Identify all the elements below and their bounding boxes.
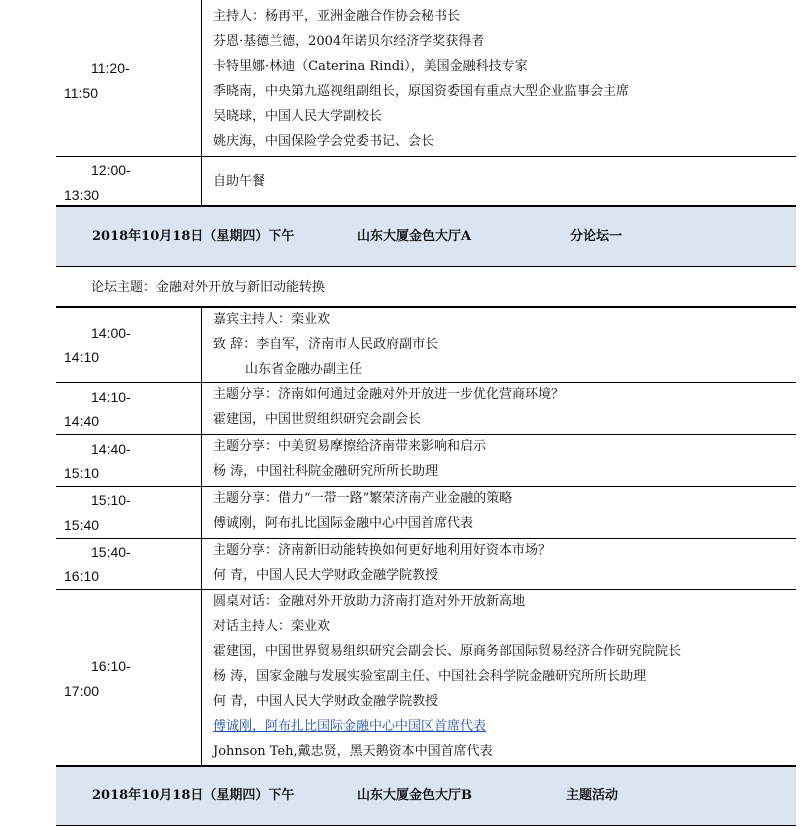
time-end: 11:50 [64,85,98,101]
speaker-line: 致 辞：李自军，济南市人民政府副市长 [213,337,439,352]
speaker-line: Johnson Teh,戴忠贤，黑天鹅资本中国首席代表 [213,744,493,759]
session-title: 分论坛一 [570,229,623,244]
time-end: 17:00 [64,683,100,699]
session-venue: 山东大厦金色大厅B [357,788,472,803]
speaker-line: 芬恩·基德兰德，2004年诺贝尔经济学奖获得者 [213,34,485,49]
speaker-line: 主持人：杨再平，亚洲金融合作协会秘书长 [213,9,461,24]
time-start: 14:10- [91,389,131,405]
column-divider [201,435,202,487]
column-divider [201,308,202,382]
time-start: 14:00- [91,325,131,341]
session-date: 2018年10月18日（星期四）下午 [92,788,295,803]
row-divider [56,266,796,267]
column-divider [201,590,202,766]
row-divider [56,434,796,435]
speaker-line: 主题分享：中美贸易摩擦给济南带来影响和启示 [213,439,487,454]
column-divider [201,156,202,206]
time-end: 15:10 [64,465,100,481]
session-header [56,207,796,266]
speaker-line: 霍建国，中国世贸组织研究会副会长 [213,412,422,427]
session-title: 主题活动 [566,788,619,803]
time-start: 14:40- [91,441,131,457]
column-divider [201,539,202,589]
time-end: 16:10 [64,568,100,584]
speaker-link[interactable]: 傅诚刚，阿布扎比国际金融中心中国区首席代表 [213,719,487,734]
row-divider [56,538,796,539]
time-end: 14:10 [64,349,100,365]
speaker-line: 季晓南，中央第九巡视组副组长，原国资委国有重点大型企业监事会主席 [213,84,630,99]
session-date: 2018年10月18日（星期四）下午 [92,229,295,244]
time-start: 15:40- [91,544,131,560]
speaker-line: 何 青，中国人民大学财政金融学院教授 [213,694,439,709]
speaker-line: 傅诚刚，阿布扎比国际金融中心中国首席代表 [213,516,474,531]
row-divider [56,382,796,383]
speaker-line: 主题分享：济南如何通过金融对外开放进一步优化营商环境？ [213,387,565,402]
agenda-text: 自助午餐 [213,174,266,189]
row-divider [56,486,796,487]
speaker-line: 嘉宾主持人：栾业欢 [213,312,331,327]
time-end: 14:40 [64,413,100,429]
speaker-line: 姚庆海，中国保险学会党委书记、会长 [213,134,435,149]
speaker-line: 杨 涛，国家金融与发展实验室副主任、中国社会科学院金融研究所所长助理 [213,669,647,684]
time-start: 12:00- [91,162,131,178]
row-divider [56,156,796,157]
column-divider [201,0,202,156]
speaker-line: 圆桌对话：金融对外开放助力济南打造对外开放新高地 [213,594,526,609]
speaker-line: 杨 涛，中国社科院金融研究所所长助理 [213,464,439,479]
speaker-line: 山东省金融办副主任 [245,362,363,377]
speaker-line: 主题分享：借力“一带一路”繁荣济南产业金融的策略 [213,491,513,506]
time-start: 16:10- [91,658,131,674]
speaker-line: 卡特里娜·林迪（Caterina Rindi），美国金融科技专家 [213,59,528,74]
time-end: 15:40 [64,517,100,533]
speaker-line: 主题分享：济南新旧动能转换如何更好地利用好资本市场？ [213,543,552,558]
session-venue: 山东大厦金色大厅A [357,229,472,244]
time-start: 11:20- [91,60,130,76]
forum-theme: 论坛主题：金融对外开放与新旧动能转换 [91,280,326,295]
column-divider [201,383,202,435]
time-start: 15:10- [91,492,131,508]
speaker-line: 对话主持人：栾业欢 [213,619,331,634]
speaker-line: 何 青，中国人民大学财政金融学院教授 [213,568,439,583]
column-divider [201,487,202,539]
speaker-line: 吴晓球，中国人民大学副校长 [213,109,383,124]
row-divider [56,825,796,826]
row-divider [56,306,796,308]
row-divider [56,589,796,590]
time-end: 13:30 [64,187,100,203]
session-header [56,767,796,825]
speaker-line: 霍建国，中国世界贸易组织研究会副会长、原商务部国际贸易经济合作研究院院长 [213,644,682,659]
